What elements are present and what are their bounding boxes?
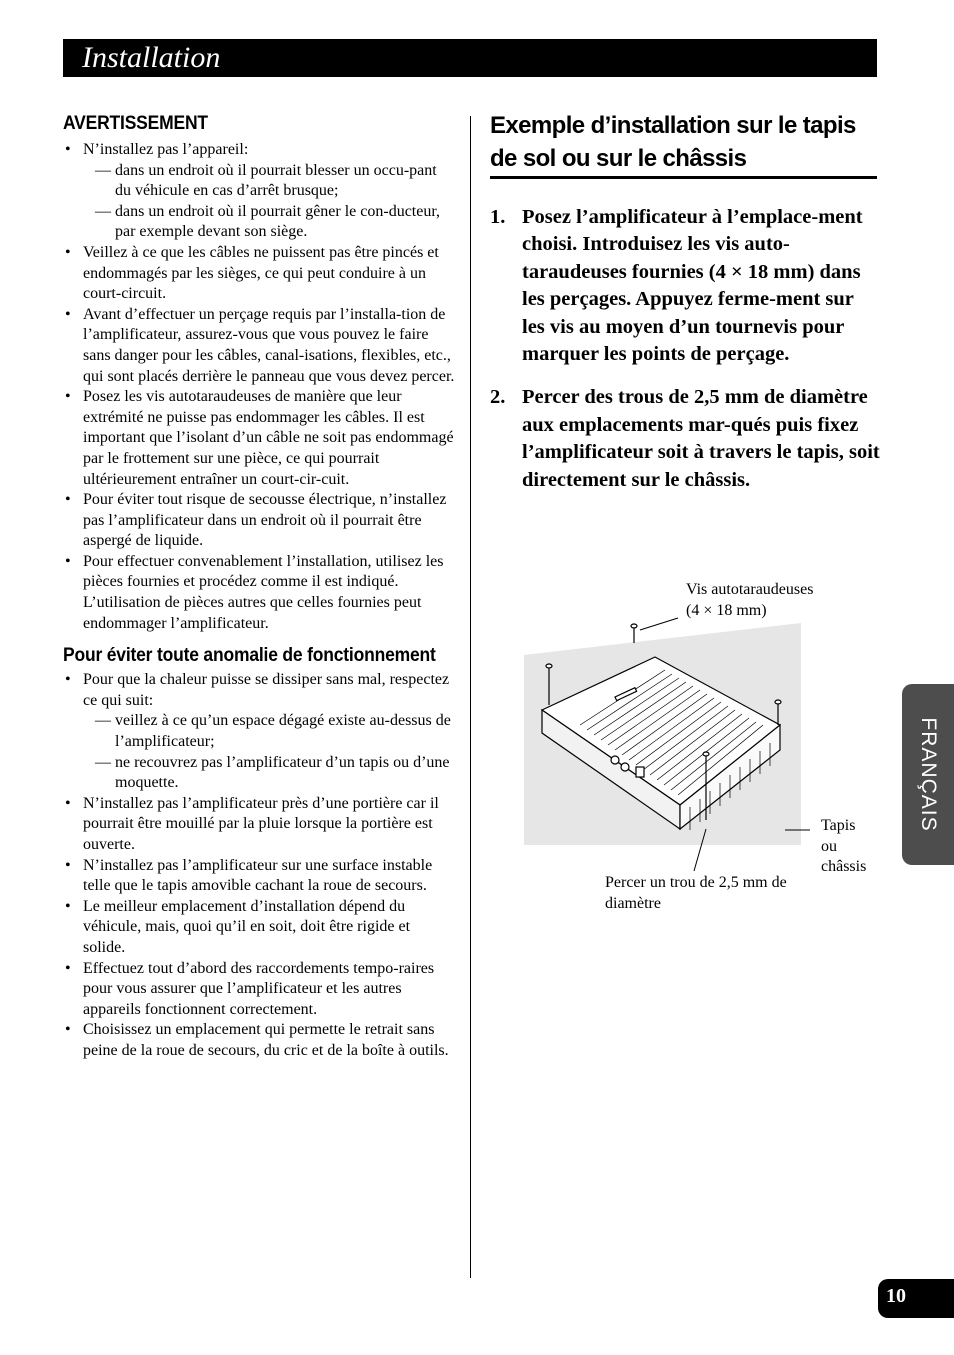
step-number: 1. [490,206,506,228]
floor-label: Tapis ou châssis [821,817,867,875]
sub-list-item: — dans un endroit où il pourrait gêner le con-ducteur, par exemple devant son siège. [83,202,455,243]
screws-label: Vis autotaraudeuses (4 × 18 mm) [686,581,814,619]
sub-list [83,711,455,793]
step-text: Percer des trous de 2,5 mm de diamètre aux emplacements mar-qués puis fixez l’amplificateur soit à travers le tapis, soit directement sur le châssis. [522,386,880,491]
list-item: • N’installez pas l’amplificateur sur une surface instable telle que le tapis amovible cachant la roue de secours. [63,856,455,897]
step-text: Posez l’amplificateur à l’emplace-ment choisi. Introduisez les vis auto-taraudeuses fournies (4 × 18 mm) dans les perçages. Appuyez ferme-ment sur les vis au moyen d’un tournevis pour marquer les points de perçage. [522,206,863,366]
list-item: • Veillez à ce que les câbles ne puissent pas être pincés et endommagés par les sièges, ce qui peut conduire à un court-circuit. [63,243,455,305]
language-tab [902,684,954,865]
list-item: • Effectuez tout d’abord des raccordements tempo-raires pour vous assurer que l’amplificateur et les autres appareils fonctionnent correctement. [63,959,455,1021]
step-item [490,384,880,494]
sub-list-item: — veillez à ce qu’un espace dégagé existe au-dessus de l’amplificateur; [83,711,455,752]
title-rule [490,176,877,179]
language-label: FRANÇAIS [917,717,940,832]
warning-list [63,140,455,634]
list-item: • Pour que la chaleur puisse se dissiper sans mal, respectez ce qui suit: — veillez à ce qu’un espace dégagé existe au-dessus de l’amplificateur; — ne recouvrez pas l’amplificateur d’un tapis ou d’une moquette. [63,670,455,794]
list-item: • Le meilleur emplacement d’installation dépend du véhicule, mais, quoi qu’il en soit, doit être rigide et solide. [63,897,455,959]
list-item: • Pour effectuer convenablement l’installation, utilisez les pièces fournies et procédez comme il est indiqué. L’utilisation de pièces autres que celles fournies peut endommager l’amplificateur. [63,552,455,634]
sub-list-item: — ne recouvrez pas l’amplificateur d’un tapis ou d’une moquette. [83,753,455,794]
malfunction-list [63,670,455,1061]
step-item [490,204,880,368]
amplifier-illustration [520,575,865,920]
list-item: • Posez les vis autotaraudeuses de manière que leur extrémité ne puisse pas endommager les câbles. Il est important que l’isolant d’un câble ne soit pas endommagé par le frottement sur une pièce, ce qui pourrait ultérieurement entraîner un court-cir-cuit. [63,387,455,490]
step-number: 2. [490,386,506,409]
warning-title: AVERTISSEMENT [63,113,208,134]
sub-list [83,161,455,243]
page-number-tab [878,1279,954,1318]
list-item: • N’installez pas l’amplificateur près d’une portière car il pourrait être mouillé par la pluie lorsque la portière est ouverte. [63,794,455,856]
example-title: Exemple d’installation sur le tapis de sol ou sur le châssis [490,112,856,172]
column-divider [470,116,471,1278]
left-column [63,112,455,1062]
page-number: 10 [886,1285,906,1307]
sub-list-item: — dans un endroit où il pourrait blesser un occu-pant du véhicule en cas d’arrêt brusque; [83,161,455,202]
list-item: • Avant d’effectuer un perçage requis par l’installa-tion de l’amplificateur, assurez-vous que vous pouvez le faire sans danger pour les câbles, canal-isations, flexibles, etc., qui sont placés derrière le panneau que vous devez percer. [63,305,455,387]
list-item: • N’installez pas l’appareil: — dans un endroit où il pourrait blesser un occu-pant du véhicule en cas d’arrêt brusque; — dans un endroit où il pourrait gêner le con-ducteur, par exemple devant son siège. [63,140,455,243]
drill-label: Percer un trou de 2,5 mm de diamètre [605,874,787,912]
malfunction-title: Pour éviter toute anomalie de fonctionnement [63,645,436,667]
header-bar [63,39,877,77]
installation-figure [520,575,865,920]
page-title: Installation [82,41,221,74]
list-item: • Choisissez un emplacement qui permette le retrait sans peine de la roue de secours, du cric et de la boîte à outils. [63,1020,455,1061]
steps-list [490,204,880,510]
list-item: • Pour éviter tout risque de secousse électrique, n’installez pas l’amplificateur dans un endroit où il pourrait être aspergé de liquide. [63,490,455,552]
